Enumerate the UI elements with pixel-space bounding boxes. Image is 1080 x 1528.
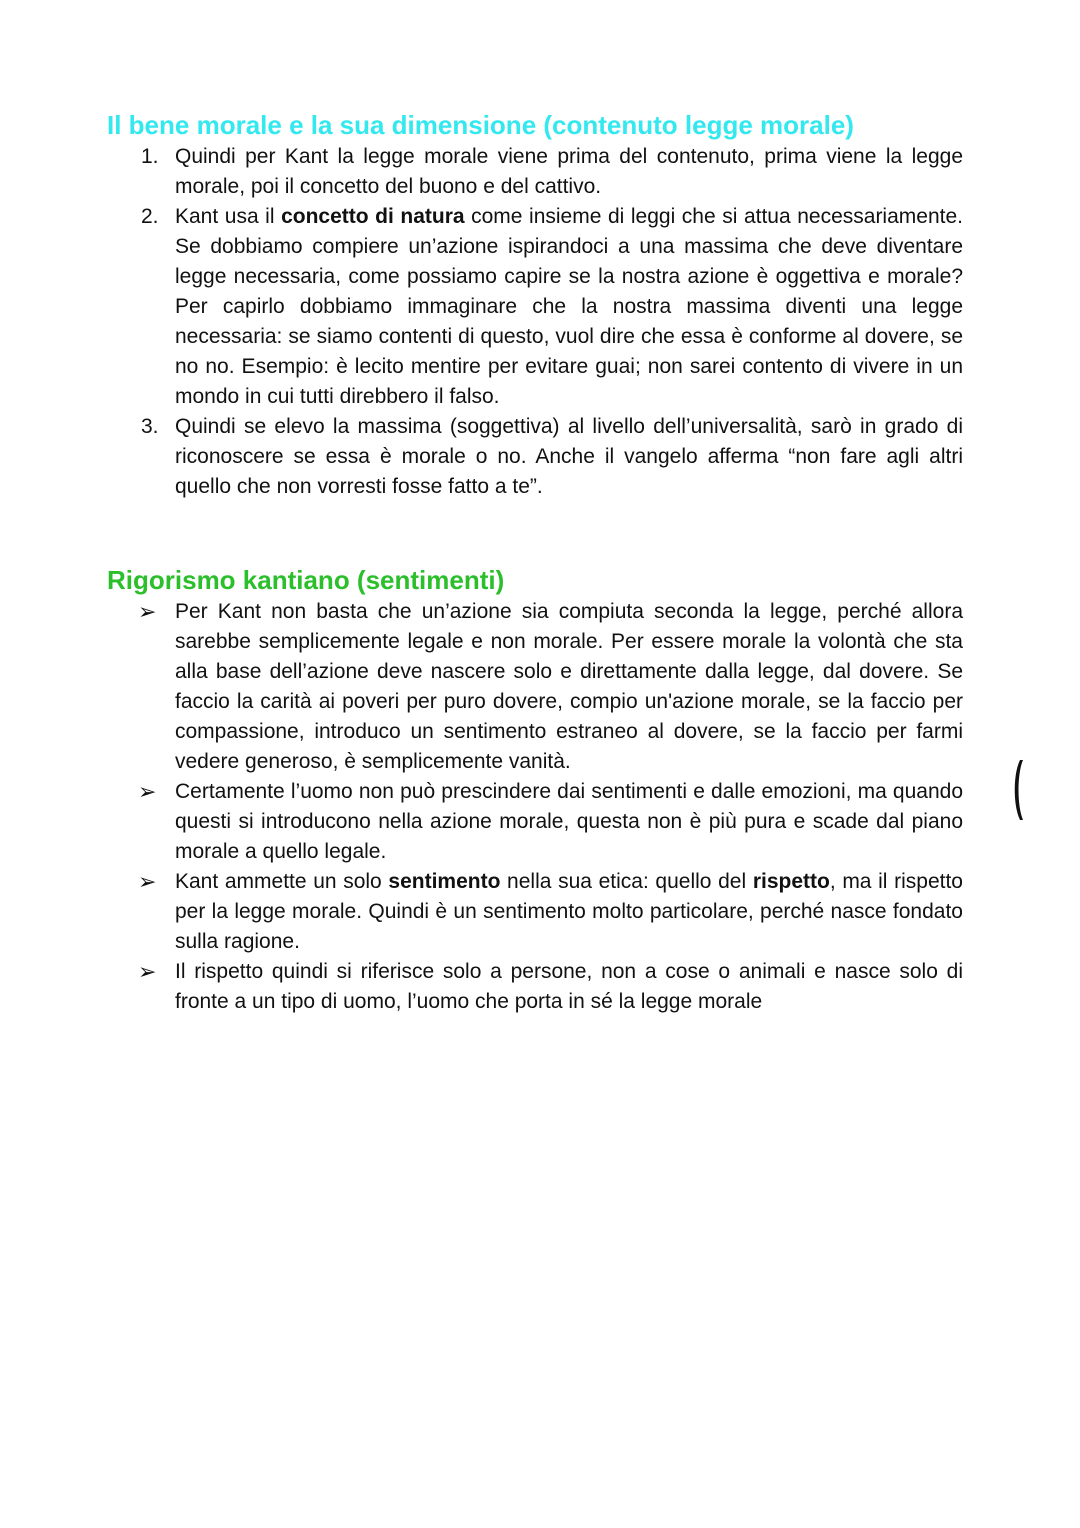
arrow-bullet-icon: ➢	[138, 779, 157, 804]
list-item	[0, 867, 963, 957]
arrow-bullet-icon: ➢	[138, 599, 157, 624]
list-item-text	[175, 957, 963, 1017]
list-item	[0, 412, 963, 502]
list-item	[0, 957, 963, 1017]
bold-term: rispetto	[752, 870, 830, 893]
text-run: come insieme di leggi che si attua necessariamente. Se dobbiamo compiere un’azione ispirandoci a una massima che deve diventare legge necessaria, come possiamo capire se la nostra azione è oggettiva e morale? Per capirlo dobbiamo immaginare che la nostra massima diventi una legge necessaria: se siamo contenti di questo, vuol dire che essa è conforme al dovere, se no no. Esempio: è lecito mentire per evitare guai; non sarei contento di vivere in un mondo in cui tutti direbbero il falso.	[175, 205, 963, 408]
list-item-text	[175, 867, 963, 957]
text-run: Certamente l’uomo non può prescindere dai sentimenti e dalle emozioni, ma quando questi si introducono nella azione morale, questa non è più pura e scade dal piano morale a quello legale.	[175, 780, 963, 863]
text-run: , ma il rispetto per la legge morale. Quindi è un sentimento molto particolare, perché nasce fondato sulla ragione.	[175, 870, 963, 953]
list-item-text	[175, 777, 963, 867]
bold-term: concetto di natura	[281, 205, 465, 228]
list-number: 1.	[141, 145, 159, 168]
list-item	[0, 202, 963, 412]
text-run: Kant usa il	[175, 205, 282, 228]
list-item-text	[175, 597, 963, 777]
text-run: Kant ammette un solo	[175, 870, 389, 893]
section-heading-rigorismo: Rigorismo kantiano (sentimenti)	[107, 565, 505, 595]
list-item	[0, 777, 963, 867]
list-item-text	[175, 412, 963, 502]
text-run: nella sua etica: quello del	[500, 870, 753, 893]
text-run: Quindi se elevo la massima (soggettiva) al livello dell’universalità, sarò in grado di riconoscere se essa è morale o no. Anche il vangelo afferma “non fare agli altri quello che non vorresti fosse fatto a te”.	[175, 415, 963, 498]
text-run: Il rispetto quindi si riferisce solo a persone, non a cose o animali e nasce solo di fronte a un tipo di uomo, l’uomo che porta in sé la legge morale	[175, 960, 963, 1013]
text-run: Quindi per Kant la legge morale viene prima del contenuto, prima viene la legge morale, poi il concetto del buono e del cattivo.	[175, 145, 963, 198]
list-item	[0, 142, 963, 202]
numbered-list	[0, 142, 963, 502]
list-item-text	[175, 202, 963, 412]
section-heading-bene-morale: Il bene morale e la sua dimensione (contenuto legge morale)	[107, 110, 854, 140]
list-number: 3.	[141, 415, 159, 438]
bold-term: sentimento	[388, 870, 501, 893]
list-item	[0, 597, 963, 777]
list-number: 2.	[141, 205, 159, 228]
page-edge-mark	[1011, 758, 1025, 822]
bullet-list	[0, 597, 963, 1017]
text-run: Per Kant non basta che un’azione sia compiuta seconda la legge, perché allora sarebbe semplicemente legale e non morale. Per essere morale la volontà che sta alla base dell’azione deve nascere solo e direttamente dalla legge, dal dovere. Se faccio la carità ai poveri per puro dovere, compio un'azione morale, se la faccio per compassione, introduco un sentimento estraneo al dovere, se la faccio per farmi vedere generoso, è semplicemente vanità.	[175, 600, 963, 773]
list-item-text	[175, 142, 963, 202]
arrow-bullet-icon: ➢	[138, 959, 157, 984]
arrow-bullet-icon: ➢	[138, 869, 157, 894]
